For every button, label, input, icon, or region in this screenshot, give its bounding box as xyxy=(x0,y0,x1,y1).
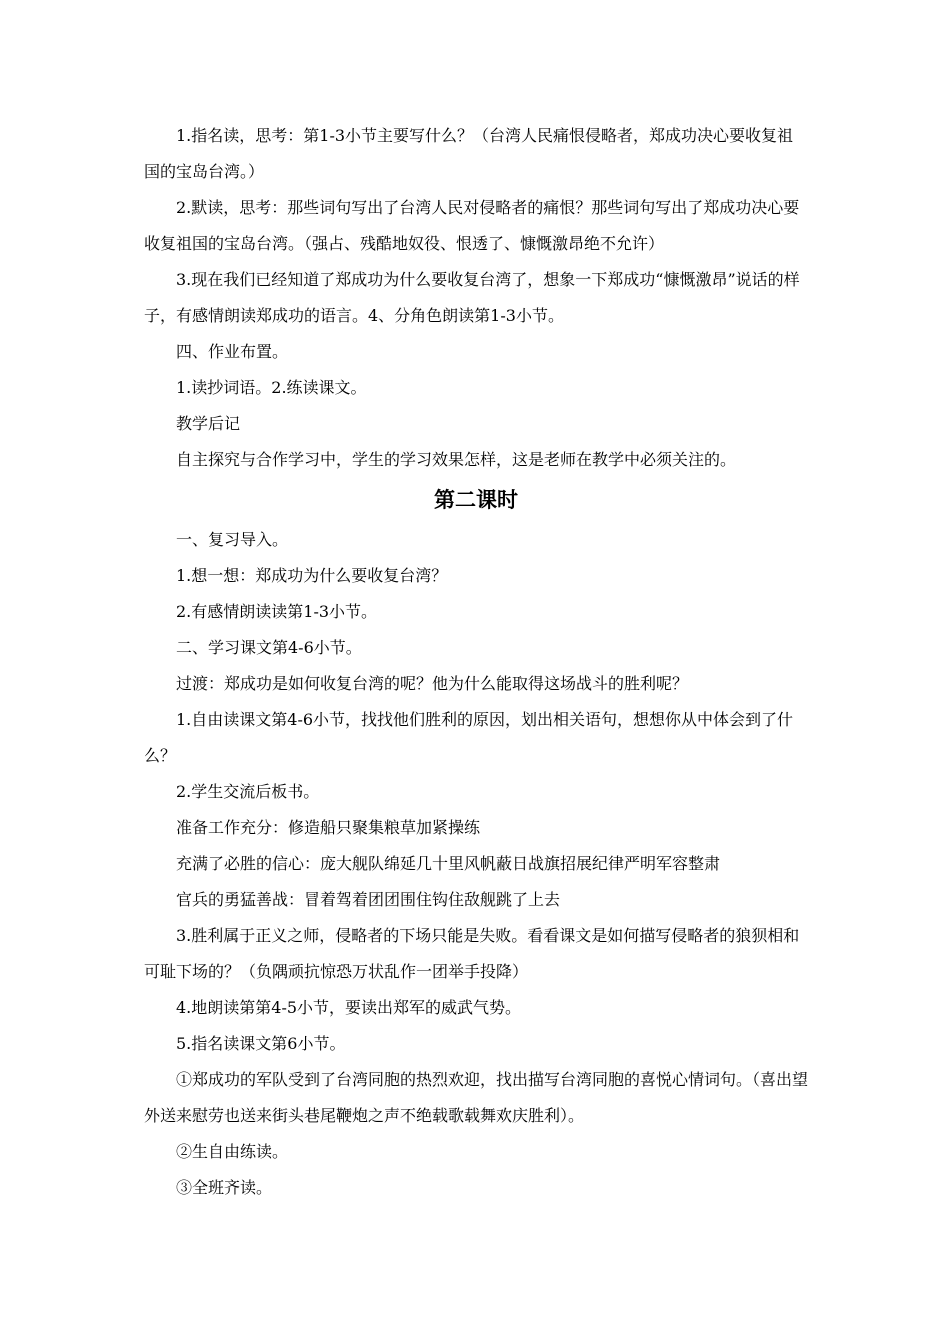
paragraph: 5.指名读课文第6小节。 xyxy=(176,1034,346,1053)
paragraph: 3.胜利属于正义之师，侵略者的下场只能是失败。看看课文是如何描写侵略者的狼狈相和可耻下场的？（负隅顽抗惊恐万状乱作一团举手投降） xyxy=(144,926,800,981)
paragraph: 四、作业布置。 xyxy=(176,342,289,361)
paragraph: 4.地朗读第第4-5小节，要读出郑军的威武气势。 xyxy=(176,998,522,1017)
document-page xyxy=(144,118,808,1206)
paragraph: 1.自由读课文第4-6小节，找找他们胜利的原因，划出相关语句，想想你从中体会到了什么？ xyxy=(144,710,794,765)
section-title: 第二课时 xyxy=(434,488,518,512)
paragraph: 2.有感情朗读读第1-3小节。 xyxy=(176,602,378,621)
paragraph: 自主探究与合作学习中，学生的学习效果怎样，这是老师在教学中必须关注的。 xyxy=(176,450,737,469)
paragraph: 过渡：郑成功是如何收复台湾的呢？他为什么能取得这场战斗的胜利呢？ xyxy=(176,674,689,693)
paragraph: ①郑成功的军队受到了台湾同胞的热烈欢迎，找出描写台湾同胞的喜悦心情词句。（喜出望外送来慰劳也送来街头巷尾鞭炮之声不绝载歌载舞欢庆胜利）。 xyxy=(144,1070,809,1125)
paragraph: 1.想一想：郑成功为什么要收复台湾？ xyxy=(176,566,448,585)
paragraph: 2.默读，思考：那些词句写出了台湾人民对侵略者的痛恨？那些词句写出了郑成功决心要收复祖国的宝岛台湾。（强占、残酷地奴役、恨透了、慷慨激昂绝不允许） xyxy=(144,198,800,253)
paragraph: 准备工作充分：修造船只聚集粮草加紧操练 xyxy=(176,818,481,837)
paragraph: ②生自由练读。 xyxy=(176,1142,289,1161)
paragraph: ③全班齐读。 xyxy=(176,1178,273,1197)
paragraph: 1.读抄词语。2.练读课文。 xyxy=(176,378,367,397)
paragraph: 教学后记 xyxy=(176,414,241,433)
paragraph: 官兵的勇猛善战：冒着驾着团团围住钩住敌舰跳了上去 xyxy=(176,890,561,909)
paragraph: 1.指名读，思考：第1-3小节主要写什么？（台湾人民痛恨侵略者，郑成功决心要收复祖国的宝岛台湾。） xyxy=(144,126,794,181)
paragraph: 2.学生交流后板书。 xyxy=(176,782,320,801)
paragraph: 二、学习课文第4-6小节。 xyxy=(176,638,362,657)
paragraph: 一、复习导入。 xyxy=(176,530,289,549)
paragraph: 充满了必胜的信心：庞大舰队绵延几十里风帆蔽日战旗招展纪律严明军容整肃 xyxy=(176,854,721,873)
paragraph: 3.现在我们已经知道了郑成功为什么要收复台湾了，想象一下郑成功“慷慨激昂”说话的样子，有感情朗读郑成功的语言。4、分角色朗读第1-3小节。 xyxy=(144,270,800,325)
